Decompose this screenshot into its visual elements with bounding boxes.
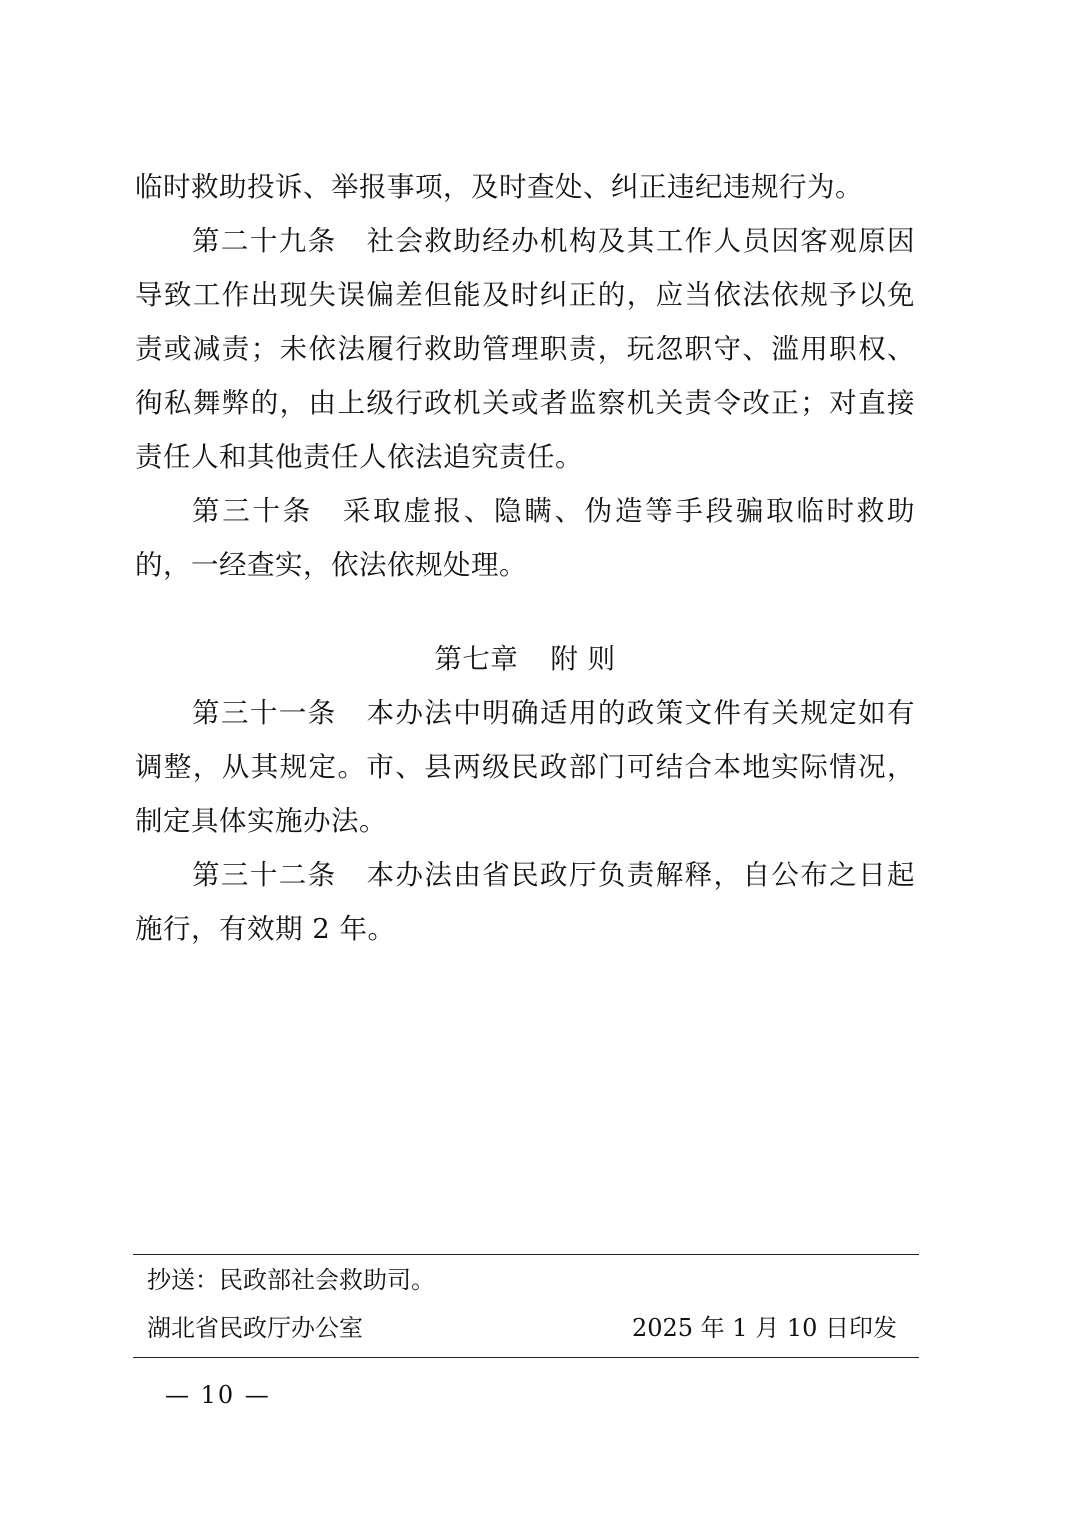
- issue-date: 2025 年 1 月 10 日印发: [631, 1314, 897, 1342]
- page-number: — 10 —: [165, 1381, 271, 1409]
- continuation-paragraph: 临时救助投诉、举报事项，及时查处、纠正违纪违规行为。: [135, 171, 863, 203]
- article-30: [135, 484, 915, 592]
- article-29-text: 社会救助经办机构及其工作人员因客观原因导致工作出现失误偏差但能及时纠正的，应当依法依规予以免责或减责；未依法履行救助管理职责，玩忽职守、滥用职权、徇私舞弊的，由上级行政机关或者监察机关责令改正；对直接责任人和其他责任人依法追究责任。: [135, 225, 916, 473]
- chapter-title: 附 则: [550, 643, 616, 675]
- article-30-text: 采取虚报、隐瞒、伪造等手段骗取临时救助的，一经查实，依法依规处理。: [135, 495, 916, 581]
- article-32: [135, 848, 915, 956]
- chapter-heading: [135, 632, 915, 686]
- cc-line: 抄送：民政部社会救助司。: [147, 1266, 435, 1294]
- distribution-footer: [133, 1254, 919, 1358]
- article-31-label: 第三十一条: [192, 697, 337, 729]
- issuer: 湖北省民政厅办公室: [147, 1314, 363, 1342]
- document-body: [135, 160, 915, 956]
- article-30-label: 第三十条: [192, 495, 313, 527]
- article-32-text: 本办法由省民政厅负责解释，自公布之日起施行，有效期 2 年。: [135, 859, 916, 945]
- chapter-number: 第七章: [434, 643, 519, 675]
- issuer-line: [147, 1313, 897, 1343]
- article-31: [135, 686, 915, 848]
- article-31-text: 本办法中明确适用的政策文件有关规定如有调整，从其规定。市、县两级民政部门可结合本地实际情况，制定具体实施办法。: [135, 697, 916, 837]
- article-32-label: 第三十二条: [192, 859, 337, 891]
- article-29-label: 第二十九条: [192, 225, 337, 257]
- article-29: [135, 214, 915, 484]
